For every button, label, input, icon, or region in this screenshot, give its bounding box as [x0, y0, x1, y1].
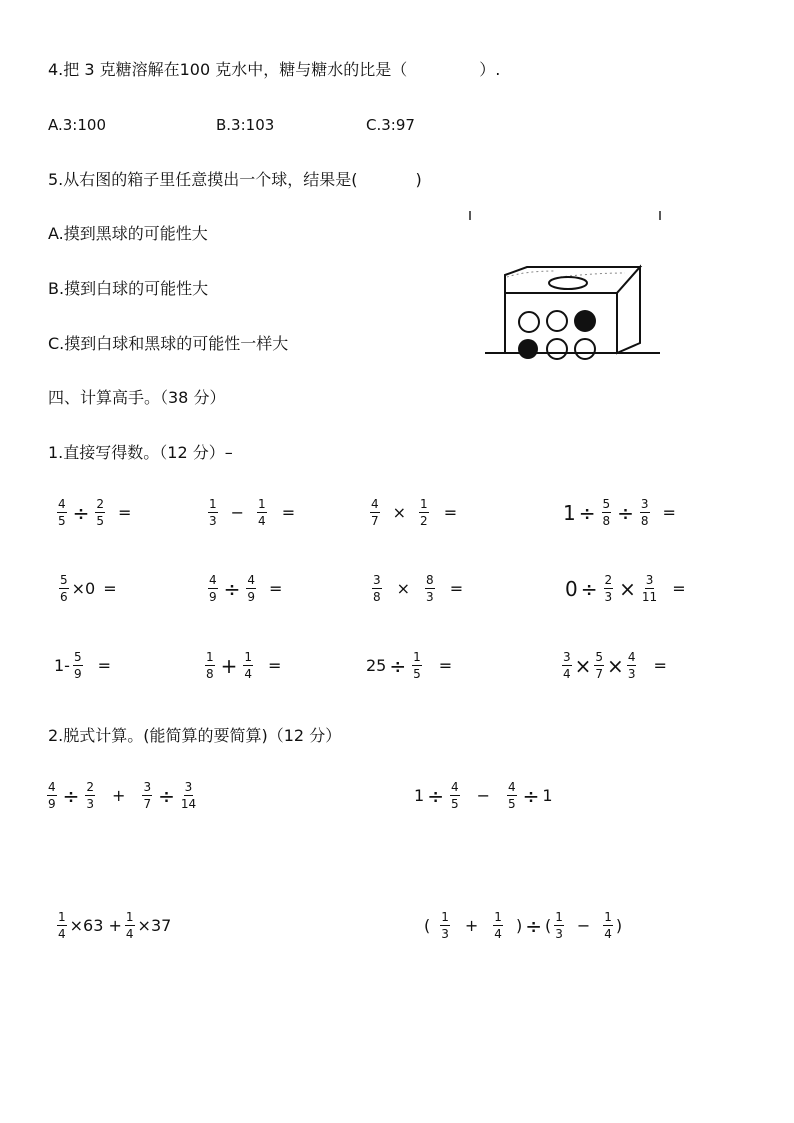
fraction: [604, 573, 614, 604]
math-token: 5: [450, 797, 459, 811]
math-token: 1: [125, 910, 134, 924]
math-token: 1: [542, 786, 553, 805]
fraction: [372, 573, 382, 604]
math-token: −: [476, 786, 490, 805]
white-ball-icon: [575, 339, 595, 359]
math-token: =: [662, 503, 676, 522]
fraction: [85, 780, 95, 811]
expression-1c: [367, 497, 460, 528]
fraction: [562, 650, 572, 681]
math-token: ÷: [72, 500, 90, 525]
q5-option-b: B.摸到白球的可能性大: [48, 279, 209, 298]
math-token: ×: [574, 653, 592, 678]
math-token: =: [653, 656, 667, 675]
q4-option-c: C.3:97: [366, 116, 415, 134]
math-token: 8: [602, 514, 611, 528]
math-token: 1: [258, 497, 266, 511]
white-ball-icon: [547, 311, 567, 331]
expression-1d: [563, 497, 679, 528]
math-token: ÷: [389, 653, 407, 678]
fraction: [594, 650, 604, 681]
math-token: ÷: [617, 500, 634, 525]
math-token: 4: [58, 497, 66, 511]
math-token: =: [269, 579, 283, 598]
math-token: 4: [247, 573, 256, 587]
expression-e4: [424, 910, 622, 941]
math-token: 4: [494, 927, 502, 941]
expression-2b: [205, 573, 285, 604]
math-token: +: [112, 786, 126, 805]
math-token: 3: [373, 573, 381, 587]
expression-2a: [56, 573, 120, 604]
fraction: [73, 650, 83, 681]
math-token: 1: [206, 650, 214, 664]
math-token: 3: [86, 797, 95, 811]
math-token: 8: [206, 667, 214, 681]
expression-3c: [366, 650, 455, 681]
math-token: =: [103, 579, 117, 598]
fraction: [603, 910, 613, 941]
math-token: +: [464, 916, 479, 935]
fraction: [640, 497, 650, 528]
math-token: ×: [396, 579, 411, 598]
math-token: 4: [627, 650, 636, 664]
math-token: 7: [143, 797, 152, 811]
math-token: 14: [180, 797, 197, 811]
math-token: 9: [73, 667, 82, 681]
q5-stem: 5.从右图的箱子里任意摸出一个球，结果是(: [48, 170, 358, 189]
math-token: 7: [371, 514, 379, 528]
math-token: 5: [413, 667, 421, 681]
fraction: [208, 573, 218, 604]
math-token: ÷: [62, 783, 80, 808]
math-token: ×0: [71, 579, 96, 598]
math-token: 3: [184, 780, 193, 794]
math-token: 2: [96, 497, 105, 511]
q4-text: [48, 60, 500, 80]
math-token: 9: [209, 590, 217, 604]
math-token: 1: [244, 650, 253, 664]
math-token: 1: [420, 497, 428, 511]
fraction: [627, 650, 637, 681]
fraction: [95, 497, 105, 528]
q4-option-a: A.3:100: [48, 116, 106, 134]
fraction: [125, 910, 135, 941]
math-token: 1: [58, 910, 66, 924]
math-token: ×63 +: [69, 916, 122, 935]
math-token: 4: [209, 573, 217, 587]
math-token: 9: [247, 590, 256, 604]
math-token: 3: [143, 780, 152, 794]
math-token: −: [576, 916, 591, 935]
q5-close: ): [415, 170, 422, 189]
math-token: 1: [604, 910, 612, 924]
math-token: 3: [627, 667, 636, 681]
expression-e1: [44, 780, 199, 811]
math-token: 8: [373, 590, 381, 604]
expression-3a: [54, 650, 114, 681]
q4-close: ）.: [479, 60, 501, 79]
math-token: 4: [450, 780, 459, 794]
math-token: 3: [563, 650, 571, 664]
fraction: [412, 650, 422, 681]
fraction: [47, 780, 57, 811]
math-token: 1-: [54, 656, 70, 675]
math-token: ): [515, 916, 523, 935]
math-token: 1: [414, 786, 425, 805]
math-token: =: [281, 503, 296, 522]
fraction: [554, 910, 564, 941]
math-token: 3: [645, 573, 654, 587]
math-token: 4: [604, 927, 612, 941]
math-token: 4: [508, 780, 516, 794]
math-token: ÷: [427, 783, 444, 808]
math-token: 4: [258, 514, 266, 528]
q5-option-c: C.摸到白球和黑球的可能性一样大: [48, 334, 289, 353]
fraction: [57, 910, 67, 941]
part2-title: 2.脱式计算。(能简算的要简算)（12 分）: [48, 726, 342, 745]
black-ball-icon: [574, 310, 596, 332]
math-token: ÷: [158, 783, 175, 808]
box-with-balls-image: [465, 205, 680, 360]
white-ball-icon: [547, 339, 567, 359]
fraction: [59, 573, 69, 604]
fraction: [419, 497, 429, 528]
math-token: 11: [641, 590, 658, 604]
math-token: 5: [602, 497, 611, 511]
fraction: [181, 780, 196, 811]
math-token: =: [118, 503, 132, 522]
math-token: 1: [209, 497, 217, 511]
math-token: 2: [420, 514, 428, 528]
expression-1b: [205, 497, 298, 528]
math-token: 6: [60, 590, 68, 604]
math-token: +: [220, 653, 238, 678]
fraction: [142, 780, 152, 811]
math-token: 1: [563, 500, 576, 525]
fraction: [57, 497, 67, 528]
math-token: =: [443, 503, 458, 522]
part1-title: 1.直接写得数。（12 分）–: [48, 443, 233, 462]
expression-e3: [54, 910, 171, 941]
expression-2c: [369, 573, 466, 604]
math-token: ÷: [522, 783, 540, 808]
math-token: 3: [441, 927, 449, 941]
math-token: 8: [426, 573, 434, 587]
fraction: [208, 497, 218, 528]
math-token: 3: [604, 590, 613, 604]
math-token: (: [424, 916, 431, 935]
expression-3d: [559, 650, 670, 681]
fraction: [370, 497, 380, 528]
math-token: 2: [86, 780, 95, 794]
math-token: 4: [371, 497, 379, 511]
math-token: 4: [563, 667, 571, 681]
math-token: −: [230, 503, 245, 522]
fraction: [450, 780, 460, 811]
math-token: ÷: [525, 913, 542, 938]
q5-text: [48, 170, 422, 190]
box-slot-icon: [549, 277, 587, 289]
math-token: ×: [392, 503, 407, 522]
math-token: 3: [555, 927, 563, 941]
math-token: 4: [244, 667, 253, 681]
white-ball-icon: [519, 312, 539, 332]
section-title: 四、计算高手。（38 分）: [48, 388, 226, 407]
expression-2d: [565, 573, 689, 604]
math-token: ×: [619, 576, 636, 601]
math-token: 0: [565, 576, 578, 601]
fraction: [440, 910, 450, 941]
black-ball-icon: [518, 339, 538, 359]
fraction: [425, 573, 435, 604]
fraction: [205, 650, 215, 681]
math-token: ÷: [578, 500, 596, 525]
math-token: 25: [366, 656, 387, 675]
math-token: 5: [73, 650, 82, 664]
math-token: 7: [595, 667, 604, 681]
fraction: [602, 497, 612, 528]
math-token: =: [449, 579, 464, 598]
expression-3b: [202, 650, 284, 681]
math-token: 3: [640, 497, 649, 511]
math-token: 5: [96, 514, 105, 528]
math-token: 4: [58, 927, 66, 941]
math-token: 1: [555, 910, 563, 924]
fraction: [243, 650, 253, 681]
math-token: 1: [413, 650, 421, 664]
math-token: 1: [441, 910, 449, 924]
math-token: 1: [494, 910, 502, 924]
math-token: ): [615, 916, 623, 935]
math-token: ×37: [137, 916, 172, 935]
math-token: ×: [607, 653, 624, 678]
math-token: (: [544, 916, 552, 935]
expression-e2: [414, 780, 553, 811]
q4-stem: 4.把 3 克糖溶解在100 克水中，糖与糖水的比是（: [48, 60, 408, 79]
math-token: 5: [58, 514, 66, 528]
math-token: 5: [595, 650, 604, 664]
q5-option-a: A.摸到黑球的可能性大: [48, 224, 208, 243]
math-token: =: [672, 579, 686, 598]
math-token: 2: [604, 573, 613, 587]
fraction: [507, 780, 517, 811]
math-token: =: [97, 656, 111, 675]
math-token: =: [438, 656, 453, 675]
math-token: 8: [640, 514, 649, 528]
math-token: 3: [426, 590, 434, 604]
math-token: 5: [60, 573, 68, 587]
q4-option-b: B.3:103: [216, 116, 275, 134]
math-token: ÷: [223, 576, 241, 601]
math-token: ÷: [580, 576, 598, 601]
fraction: [257, 497, 267, 528]
math-token: 9: [48, 797, 56, 811]
fraction: [246, 573, 256, 604]
math-token: 5: [508, 797, 516, 811]
math-token: 4: [125, 927, 134, 941]
math-token: =: [268, 656, 282, 675]
fraction: [493, 910, 503, 941]
math-token: 3: [209, 514, 217, 528]
fraction: [642, 573, 657, 604]
math-token: 4: [48, 780, 56, 794]
expression-1a: [54, 497, 134, 528]
